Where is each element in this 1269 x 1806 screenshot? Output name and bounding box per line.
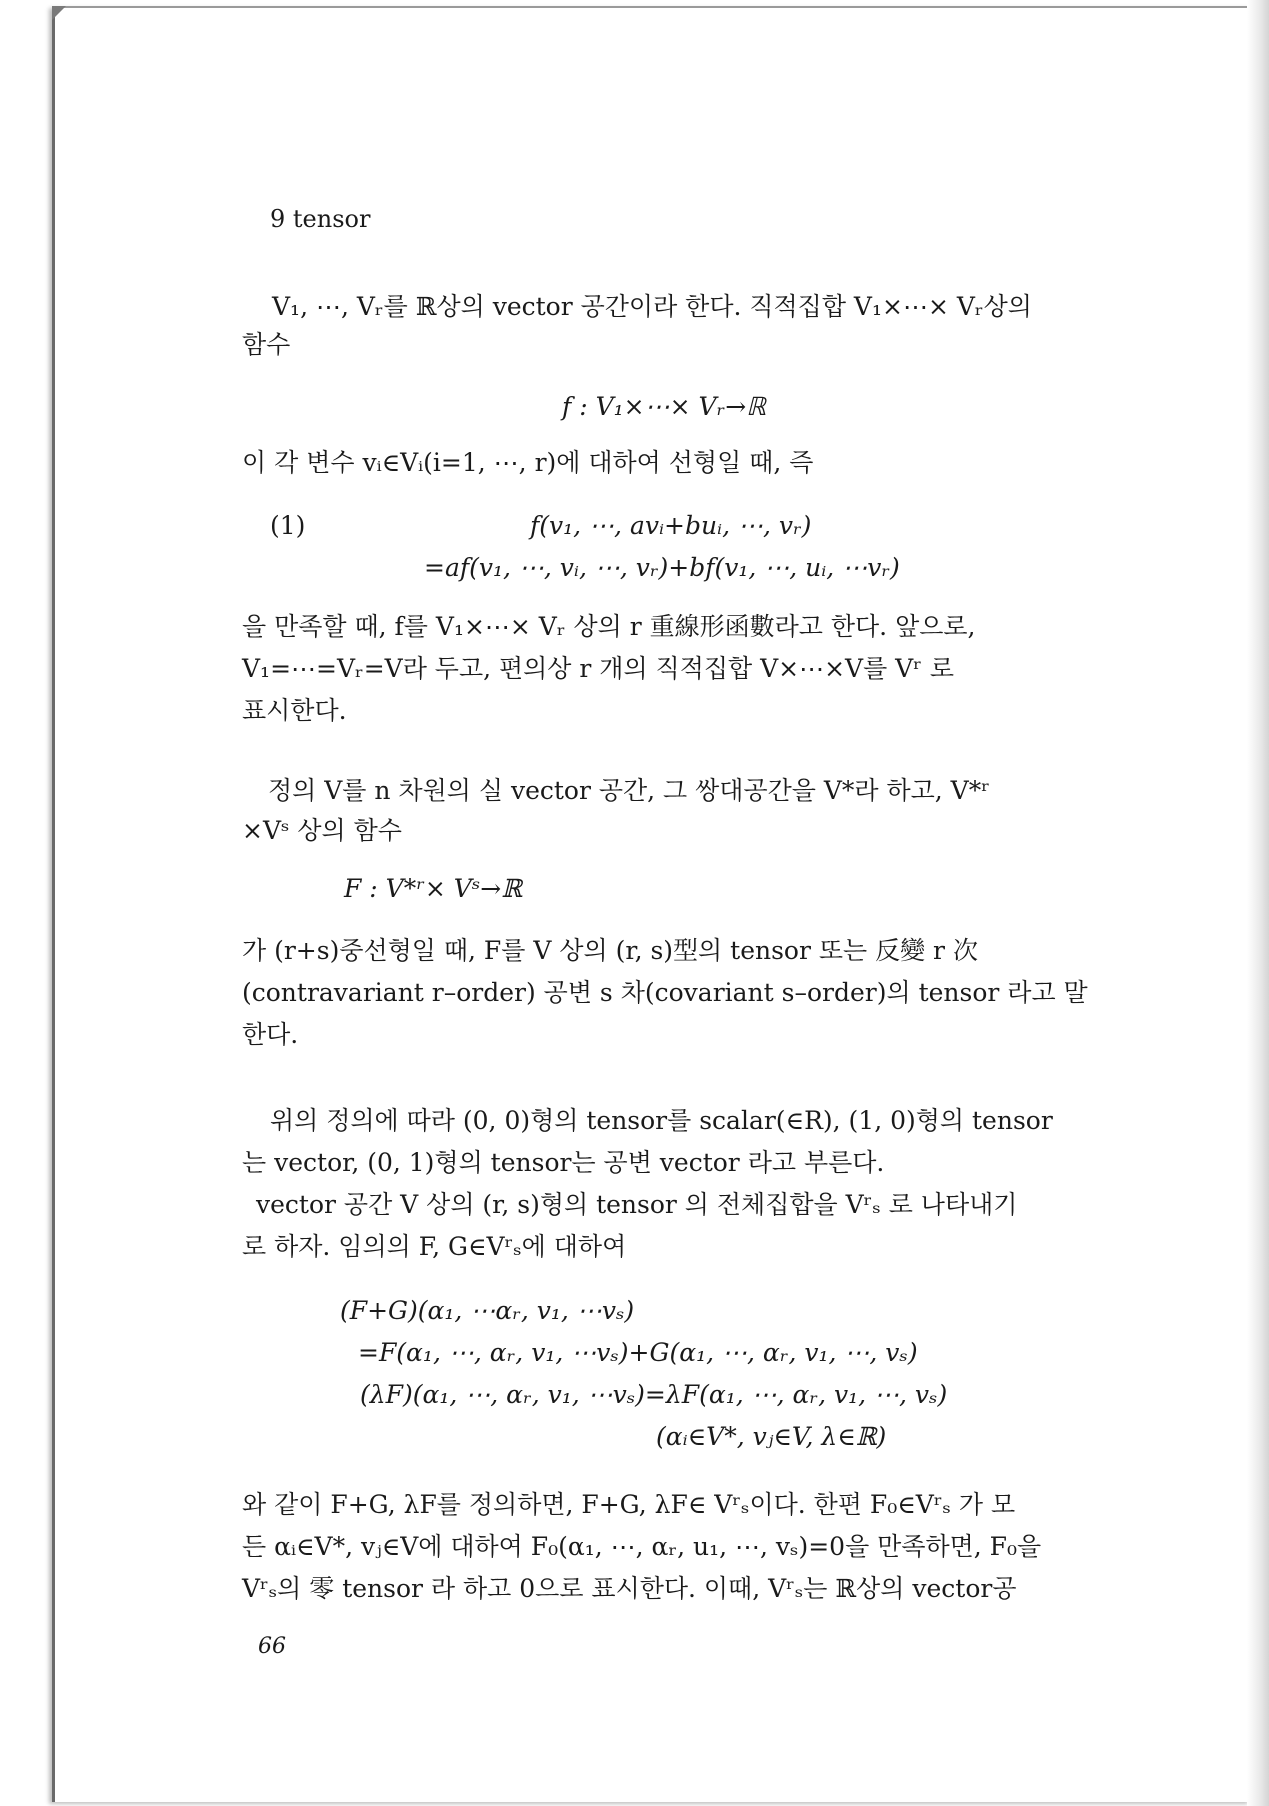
- equation: f(v₁, ⋯, avᵢ+buᵢ, ⋯, vᵣ): [530, 511, 812, 540]
- page-edge-shadow: [1247, 0, 1269, 1806]
- paragraph-line: 을 만족할 때, f를 V₁×⋯× Vᵣ 상의 r 重線形函數라고 한다. 앞으로,: [242, 612, 976, 641]
- equation: =F(α₁, ⋯, αᵣ, v₁, ⋯vₛ)+G(α₁, ⋯, αᵣ, v₁, ⋯, vₛ): [358, 1338, 918, 1367]
- definition-line: ×Vˢ 상의 함수: [242, 816, 402, 845]
- paragraph-line: 든 αᵢ∈V*, vⱼ∈V에 대하여 F₀(α₁, ⋯, αᵣ, u₁, ⋯, vₛ)=0을 만족하면, F₀을: [242, 1532, 1042, 1561]
- equation: F : V*ʳ× Vˢ→ℝ: [344, 874, 522, 903]
- paragraph-line: vector 공간 V 상의 (r, s)형의 tensor 의 전체집합을 Vʳₛ 로 나타내기: [256, 1190, 1018, 1219]
- equation: (αᵢ∈V*, vⱼ∈V, λ∈ℝ): [656, 1422, 887, 1451]
- equation: f : V₁×⋯× Vᵣ→ℝ: [562, 392, 766, 421]
- paragraph-line: 위의 정의에 따라 (0, 0)형의 tensor를 scalar(∈R), (1, 0)형의 tensor: [270, 1106, 1053, 1135]
- equation-label: (1): [270, 511, 306, 540]
- paragraph-line: 함수: [242, 330, 291, 359]
- paragraph-line: 한다.: [242, 1020, 299, 1049]
- paragraph-line: (contravariant r–order) 공변 s 차(covariant s–order)의 tensor 라고 말: [242, 978, 1088, 1007]
- paragraph-line: Vʳₛ의 零 tensor 라 하고 0으로 표시한다. 이때, Vʳₛ는 ℝ상의 vector공: [242, 1574, 1017, 1603]
- paragraph-line: 이 각 변수 vᵢ∈Vᵢ(i=1, ⋯, r)에 대하여 선형일 때, 즉: [242, 448, 814, 477]
- paragraph-line: 는 vector, (0, 1)형의 tensor는 공변 vector 라고 부른다.: [242, 1148, 885, 1177]
- equation: =af(v₁, ⋯, vᵢ, ⋯, vᵣ)+bf(v₁, ⋯, uᵢ, ⋯vᵣ): [424, 553, 900, 582]
- equation: (F+G)(α₁, ⋯αᵣ, v₁, ⋯vₛ): [340, 1296, 635, 1325]
- section-heading: 9 tensor: [270, 205, 371, 233]
- paragraph-line: V₁=⋯=Vᵣ=V라 두고, 편의상 r 개의 직적집합 V×⋯×V를 Vʳ 로: [242, 654, 955, 683]
- paragraph-line: 로 하자. 임의의 F, G∈Vʳₛ에 대하여: [242, 1232, 627, 1261]
- paragraph-line: 와 같이 F+G, λF를 정의하면, F+G, λF∈ Vʳₛ이다. 한편 F₀∈Vʳₛ 가 모: [242, 1490, 1016, 1519]
- equation: (λF)(α₁, ⋯, αᵣ, v₁, ⋯vₛ)=λF(α₁, ⋯, αᵣ, v₁, ⋯, vₛ): [360, 1380, 948, 1409]
- page-number: 66: [258, 1634, 286, 1659]
- definition-line: 정의 V를 n 차원의 실 vector 공간, 그 쌍대공간을 V*라 하고, V*ʳ: [268, 776, 990, 805]
- paragraph-line: 표시한다.: [242, 696, 347, 725]
- page-corner: [52, 6, 66, 20]
- paragraph-line: V₁, ⋯, Vᵣ를 ℝ상의 vector 공간이라 한다. 직적집합 V₁×⋯× Vᵣ상의: [272, 292, 1032, 321]
- paragraph-line: 가 (r+s)중선형일 때, F를 V 상의 (r, s)型의 tensor 또는 反變 r 次: [242, 936, 978, 965]
